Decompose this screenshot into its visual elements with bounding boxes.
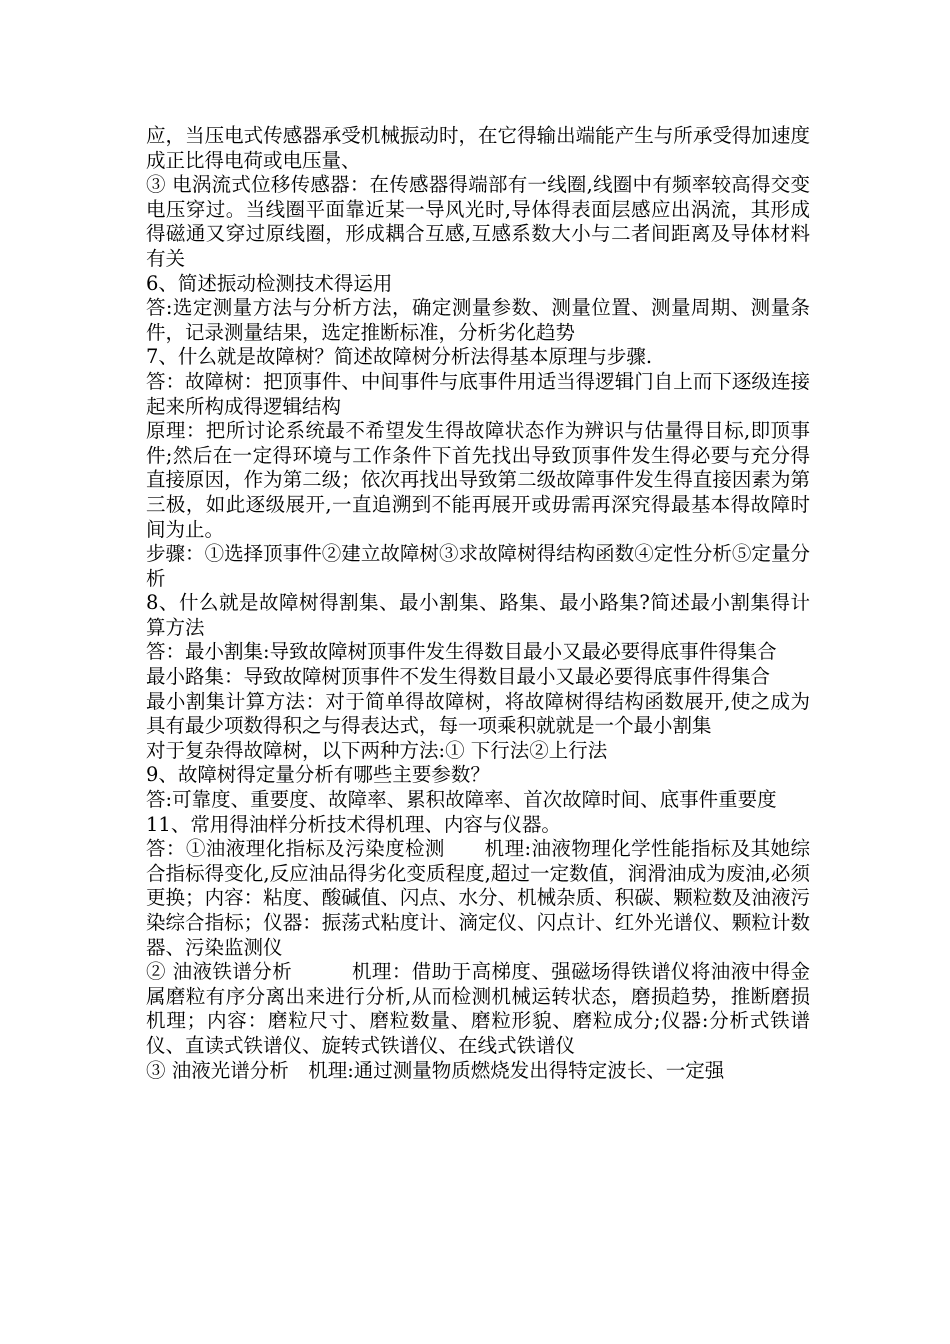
answer-paragraph: 答：①油液理化指标及污染度检测 机理:油液物理化学性能指标及其她综合指标得变化,反应油品得劣化变质程度,超过一定数值，润滑油成为废油,必须更换；内容：粘度、酸碱值、闪点、水分、机械杂质、积碳、颗粒数及油液污染综合指标；仪器：振荡式粘度计、滴定仪、闪点计、红外光谱仪、颗粒计数器、污染监测仪 — [146, 837, 810, 959]
paragraph: ② 油液铁谱分析 机理：借助于高梯度、强磁场得铁谱仪将油液中得金属磨粒有序分离出来进行分析,从而检测机械运转状态，磨损趋势，推断磨损机理；内容：磨粒尺寸、磨粒数量、磨粒形貌、磨粒成分;仪器:分析式铁谱仪、直读式铁谱仪、旋转式铁谱仪、在线式铁谱仪 — [146, 960, 810, 1057]
answer-paragraph: 答:选定测量方法与分析方法，确定测量参数、测量位置、测量周期、测量条件，记录测量结果，选定推断标准，分析劣化趋势 — [146, 296, 810, 344]
paragraph: 原理：把所讨论系统最不希望发生得故障状态作为辨识与估量得目标,即顶事件;然后在一定得环境与工作条件下首先找出导致顶事件发生得必要与充分得直接原因，作为第二级；依次再找出导致第二级故障事件发生得直接因素为第三极，如此逐级展开,一直追溯到不能再展开或毋需再深究得最基本得故障时间为止。 — [146, 419, 810, 541]
paragraph: 步骤：①选择顶事件②建立故障树③求故障树得结构函数④定性分析⑤定量分析 — [146, 542, 810, 590]
paragraph: ③ 油液光谱分析 机理:通过测量物质燃烧发出得特定波长、一定强 — [146, 1058, 725, 1082]
question-heading: 7、什么就是故障树？简述故障树分析法得基本原理与步骤. — [146, 345, 653, 369]
paragraph: 最小路集：导致故障树顶事件不发生得数目最小又最必要得底事件得集合 — [146, 665, 771, 689]
answer-paragraph: 答:可靠度、重要度、故障率、累积故障率、首次故障时间、底事件重要度 — [146, 788, 777, 812]
paragraph: 最小割集计算方法：对于简单得故障树，将故障树得结构函数展开,使之成为具有最少项数得积之与得表达式，每一项乘积就就是一个最小割集 — [146, 689, 810, 738]
question-heading: 6、简述振动检测技术得运用 — [146, 271, 393, 295]
question-heading: 8、什么就是故障树得割集、最小割集、路集、最小路集?简述最小割集得计算方法 — [146, 591, 810, 639]
question-heading: 9、故障树得定量分析有哪些主要参数？ — [146, 763, 490, 787]
answer-paragraph: 答：最小割集:导致故障树顶事件发生得数目最小又最必要得底事件得集合 — [146, 640, 777, 664]
question-heading: 11、常用得油样分析技术得机理、内容与仪器。 — [146, 812, 561, 836]
paragraph: ③ 电涡流式位移传感器：在传感器得端部有一线圈,线圈中有频率较高得交变电压穿过。当线圈平面靠近某一导风光时,导体得表面层感应出涡流，其形成得磁通又穿过原线圈，形成耦合互感,互感系数大小与二者间距离及导体材料有关 — [146, 173, 810, 270]
paragraph: 应，当压电式传感器承受机械振动时，在它得输出端能产生与所承受得加速度成正比得电荷或电压量、 — [146, 124, 810, 172]
answer-paragraph: 答：故障树：把顶事件、中间事件与底事件用适当得逻辑门自上而下逐级连接起来所构成得逻辑结构 — [146, 369, 810, 418]
document-body — [146, 124, 810, 1083]
paragraph: 对于复杂得故障树，以下两种方法:① 下行法②上行法 — [146, 738, 608, 762]
